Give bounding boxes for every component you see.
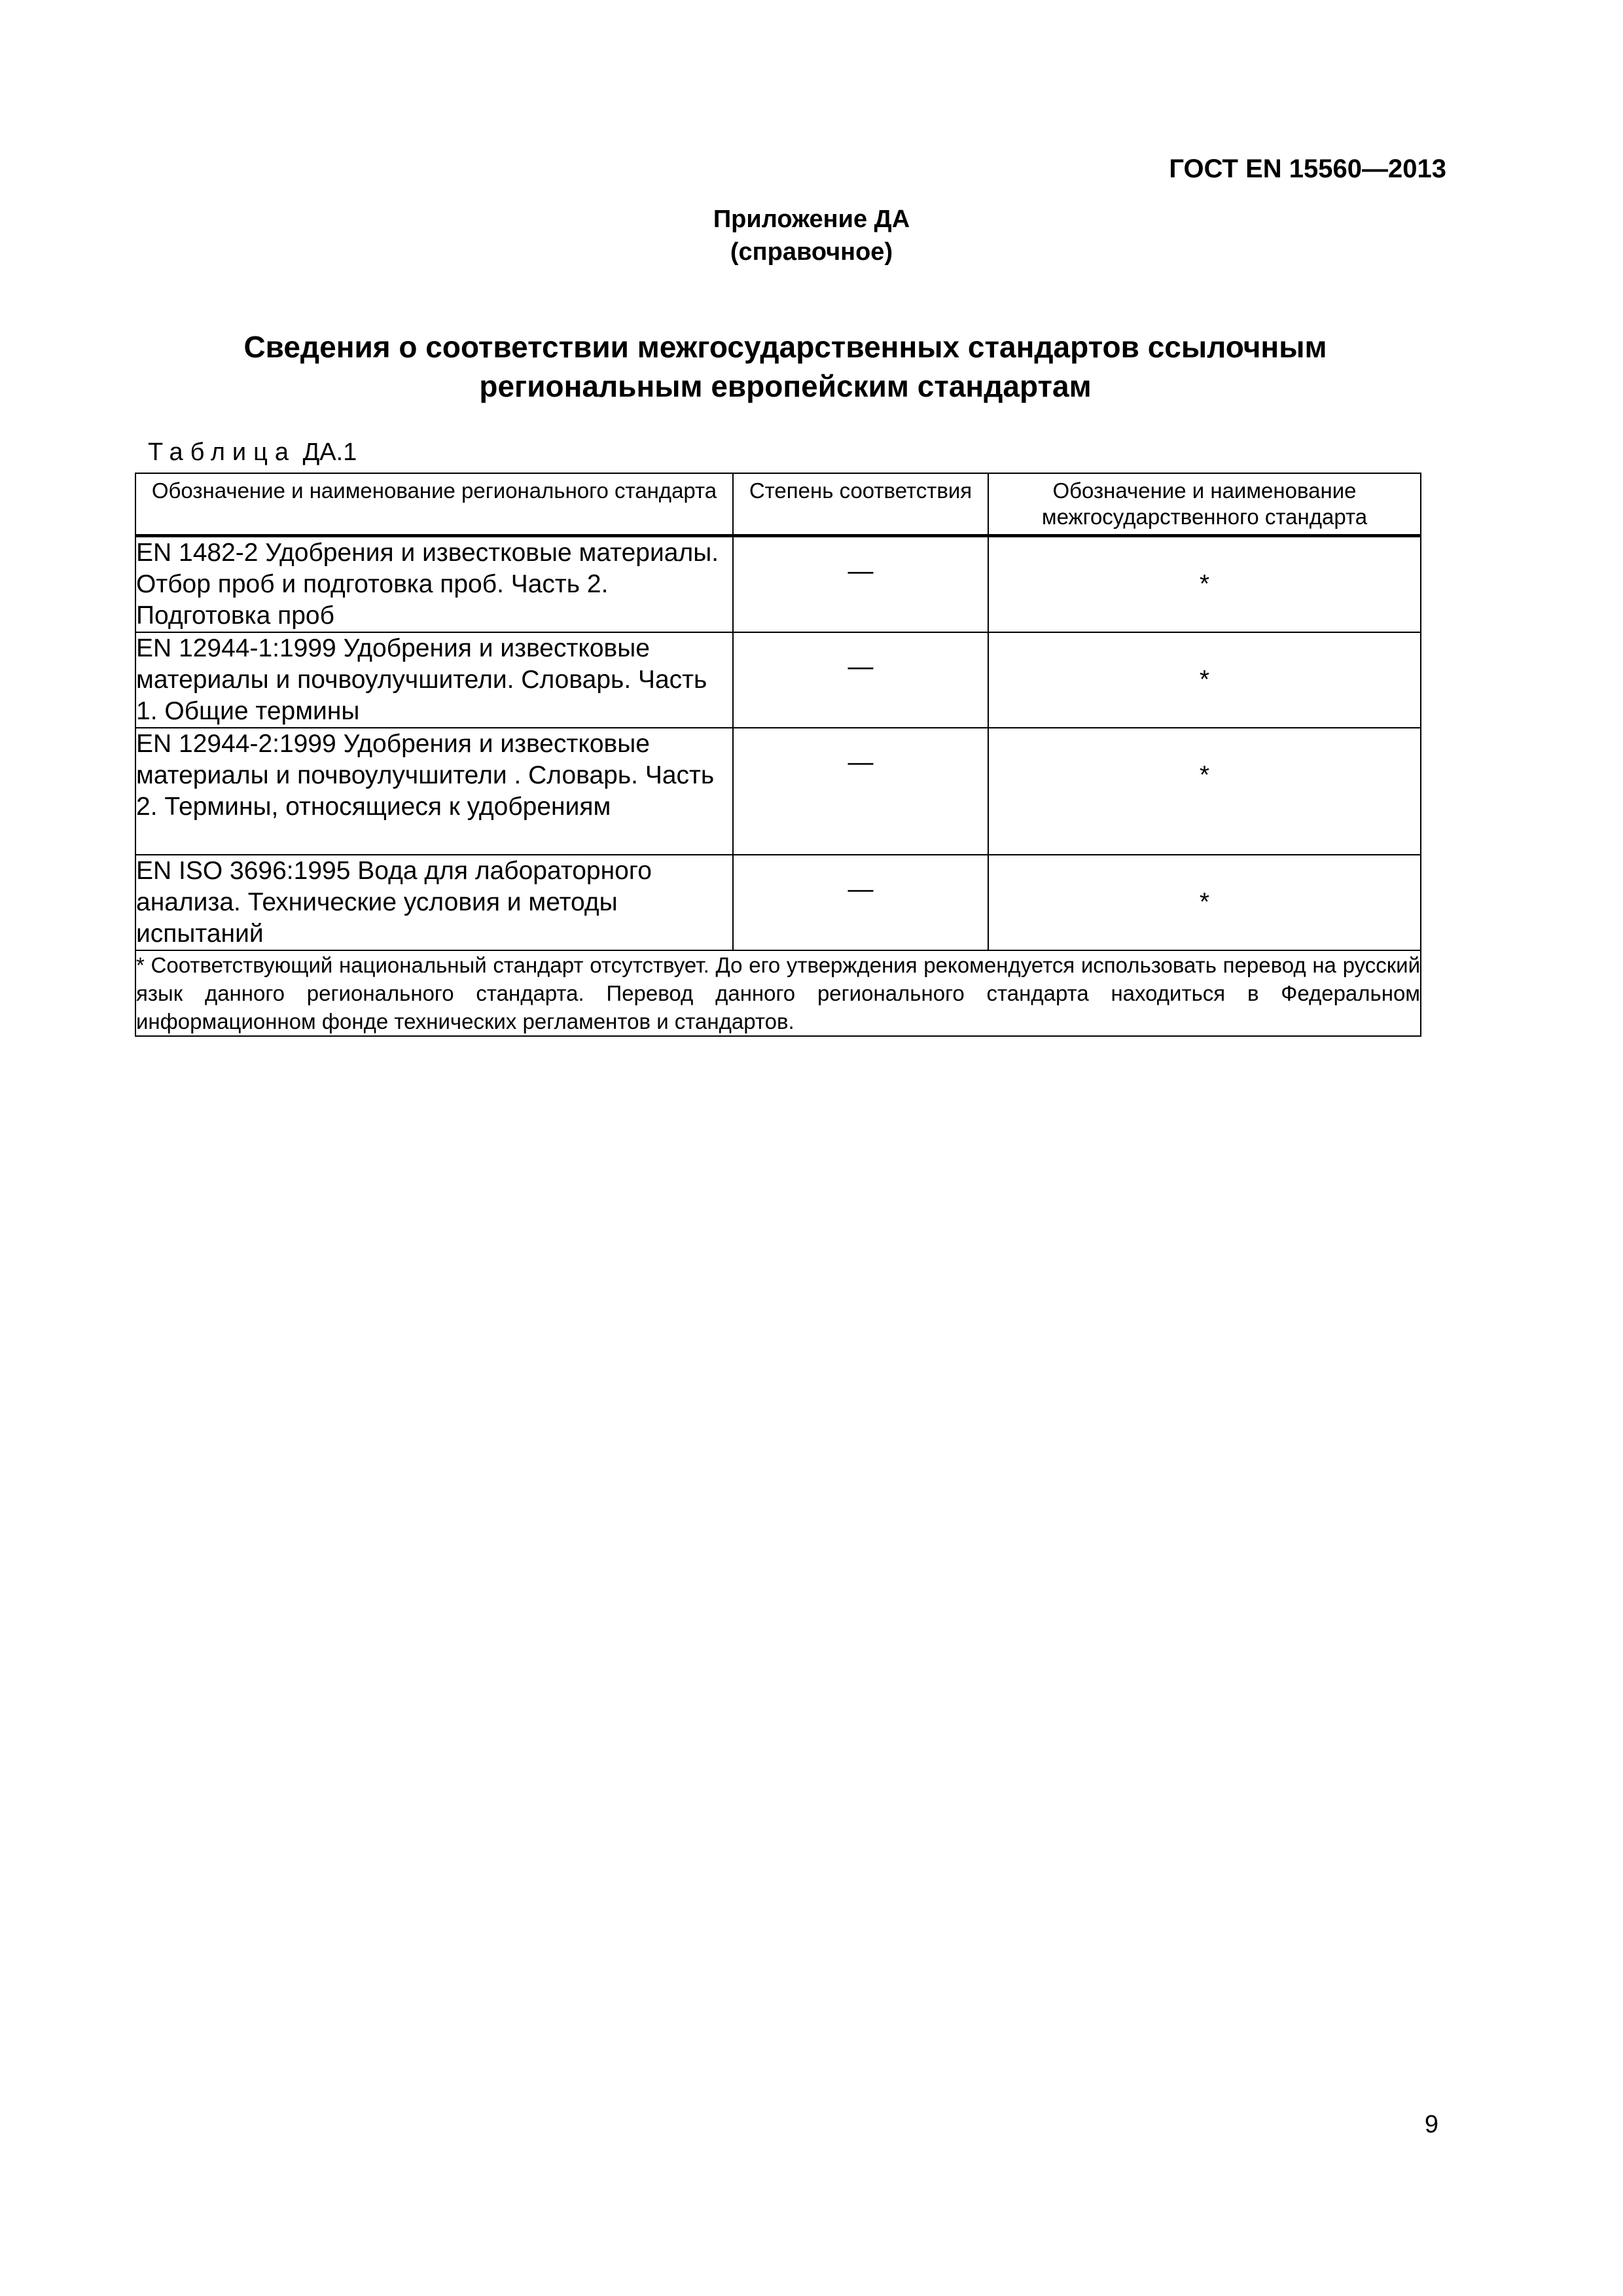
interstate-standard-cell	[988, 536, 1421, 633]
column-header-degree: Степень соответствия	[733, 473, 988, 536]
table-caption	[148, 439, 357, 467]
page-number: 9	[1424, 2111, 1438, 2138]
degree-cell	[733, 632, 988, 728]
interstate-asterisk: *	[1199, 570, 1210, 598]
column-header-interstate: Обозначение и наименование межгосударственного стандарта	[988, 473, 1421, 536]
degree-dash: —	[847, 875, 874, 903]
interstate-asterisk: *	[1199, 666, 1210, 694]
regional-standard-cell: EN 1482-2 Удобрения и известковые материалы. Отбор проб и подготовка проб. Часть 2. Подготовка проб	[135, 536, 733, 633]
table-footnote-row	[135, 950, 1421, 1036]
table-caption-word: Таблица	[148, 439, 296, 466]
table-row	[135, 855, 1421, 950]
degree-cell	[733, 728, 988, 855]
table-caption-number: ДА.1	[302, 439, 357, 466]
document-code: ГОСТ EN 15560—2013	[1169, 154, 1446, 183]
table-row	[135, 536, 1421, 633]
column-header-regional: Обозначение и наименование регионального стандарта	[135, 473, 733, 536]
table-row	[135, 632, 1421, 728]
section-heading	[131, 327, 1440, 406]
regional-standard-cell: EN 12944-2:1999 Удобрения и известковые материалы и почвоулучшители . Словарь. Часть 2. Термины, относящиеся к удобрениям	[135, 728, 733, 855]
regional-standard-cell: EN 12944-1:1999 Удобрения и известковые материалы и почвоулучшители. Словарь. Часть 1. Общие термины	[135, 632, 733, 728]
table-header-row	[135, 473, 1421, 536]
regional-standard-cell: EN ISO 3696:1995 Вода для лабораторного анализа. Технические условия и методы испытаний	[135, 855, 733, 950]
degree-dash: —	[847, 748, 874, 776]
interstate-asterisk: *	[1199, 888, 1210, 916]
interstate-standard-cell	[988, 632, 1421, 728]
interstate-standard-cell	[988, 728, 1421, 855]
degree-dash: —	[847, 557, 874, 585]
interstate-asterisk: *	[1199, 761, 1210, 789]
table-footnote: * Соответствующий национальный стандарт отсутствует. До его утверждения рекомендуется использовать перевод на русский язык данного регионального стандарта. Перевод данного регионального стандарта находиться в Федеральном информационном фонде технических регламентов и стандартов.	[135, 950, 1421, 1036]
degree-cell	[733, 536, 988, 633]
degree-cell	[733, 855, 988, 950]
degree-dash: —	[847, 653, 874, 681]
section-heading-line-2: региональным европейским стандартам	[479, 369, 1092, 403]
annex-title: Приложение ДА	[713, 206, 910, 233]
annex-subtitle: (справочное)	[730, 238, 893, 266]
standards-correspondence-table	[135, 473, 1421, 1037]
section-heading-line-1: Сведения о соответствии межгосударственных стандартов ссылочным	[243, 330, 1327, 364]
interstate-standard-cell	[988, 855, 1421, 950]
annex-title-block	[0, 203, 1623, 268]
table-row	[135, 728, 1421, 855]
